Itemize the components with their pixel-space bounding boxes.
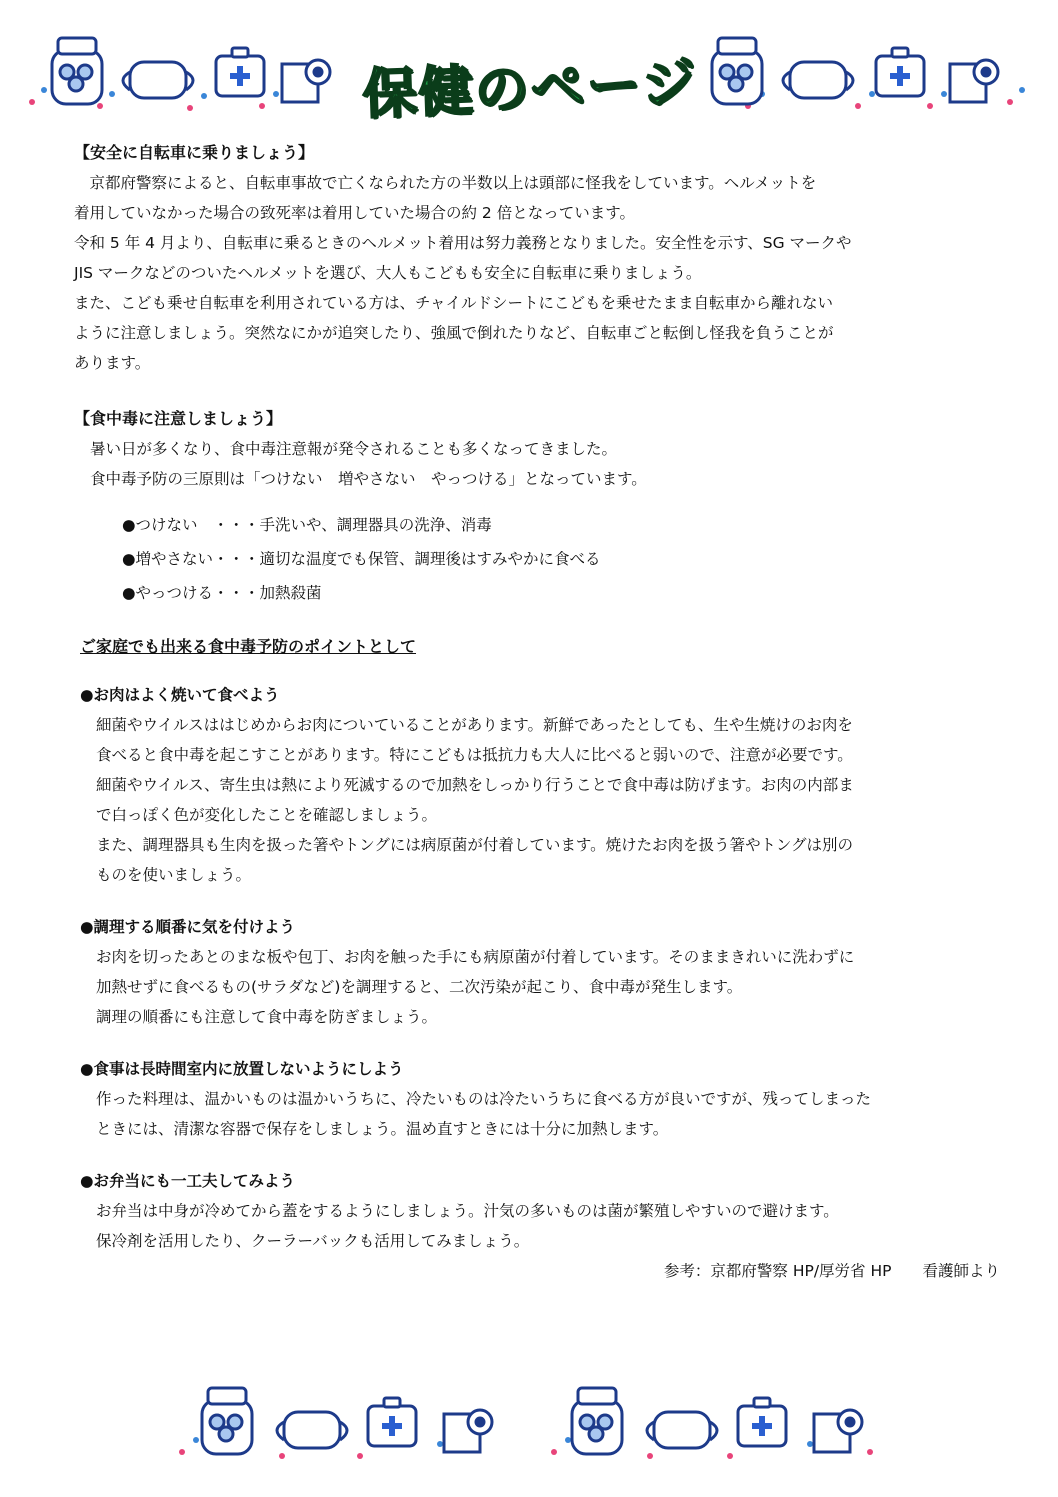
bicycle-line: あります。 [74, 354, 151, 372]
toilet-paper-icon [282, 60, 330, 102]
bicycle-line: 令和 5 年 4 月より、自転車に乗るときのヘルメット着用は努力義務となりました。安全性を示す、SG マークや [74, 234, 852, 252]
home-line: 加熱せずに食べるもの(サラダなど)を調理すると、二次汚染が起こり、食中毒が発生します。 [96, 978, 743, 996]
food-bullet: ●つけない ・・・手洗いや、調理器具の洗浄、消毒 [122, 516, 492, 534]
toilet-paper-icon [950, 60, 998, 102]
mask-icon [123, 62, 193, 98]
home-line: 細菌やウイルス、寄生虫は熱により死滅するので加熱をしっかり行うことで食中毒は防げます。お肉の内部ま [96, 776, 854, 794]
main-content [74, 138, 1004, 1286]
page-title: 保健のページ [361, 51, 699, 126]
home-section-body [74, 710, 1004, 890]
home-line: また、調理器具も生肉を扱った箸やトングには病原菌が付着しています。焼けたお肉を扱う箸やトングは別の [96, 836, 854, 854]
first-aid-kit-icon [216, 48, 264, 96]
bicycle-line: 着用していなかった場合の致死率は着用していた場合の約 2 倍となっています。 [74, 204, 635, 222]
mask-icon [783, 62, 853, 98]
home-line: 食べると食中毒を起こすことがあります。特にこどもは抵抗力も大人に比べると弱いので、注意が必要です。 [96, 746, 853, 764]
bicycle-line: 京都府警察によると、自転車事故で亡くなられた方の半数以上は頭部に怪我をしています。ヘルメットを [74, 174, 817, 192]
mask-icon [277, 1412, 347, 1448]
reference-note: 参考：京都府警察 HP/厚労省 HP 看護師より [663, 1262, 1000, 1280]
food-bullet: ●やっつける・・・加熱殺菌 [122, 584, 322, 602]
home-line: 調理の順番にも注意して食中毒を防ぎましょう。 [96, 1008, 438, 1026]
first-aid-kit-icon [876, 48, 924, 96]
bicycle-line: また、こども乗せ自転車を利用されている方は、チャイルドシートにこどもを乗せたまま自転車から離れない [74, 294, 834, 312]
toilet-paper-icon [444, 1410, 492, 1452]
food-line: 食中毒予防の三原則は「つけない 増やさない やっつける」となっています。 [90, 470, 647, 488]
food-bullet: ●増やさない・・・適切な温度でも保管、調理後はすみやかに食べる [122, 550, 601, 568]
home-section-body [74, 942, 1004, 1032]
home-line: 作った料理は、温かいものは温かいうちに、冷たいものは冷たいうちに食べる方が良いですが、残ってしまった [96, 1090, 872, 1108]
jar-icon [202, 1388, 252, 1454]
first-aid-kit-icon [368, 1398, 416, 1446]
home-line: お肉を切ったあとのまな板や包丁、お肉を触った手にも病原菌が付着しています。そのままきれいに洗わずに [96, 948, 855, 966]
food-heading: 【食中毒に注意しましょう】 [74, 409, 283, 428]
home-line: で白っぽく色が変化したことを確認しましょう。 [96, 806, 438, 824]
bicycle-heading: 【安全に自転車に乗りましょう】 [74, 143, 315, 162]
jar-icon [52, 38, 102, 104]
bottom-decoration [0, 1370, 1058, 1470]
mask-icon [647, 1412, 717, 1448]
food-line: 暑い日が多くなり、食中毒注意報が発令されることも多くなってきました。 [90, 440, 618, 458]
home-line: ものを使いましょう。 [96, 866, 252, 884]
first-aid-kit-icon [738, 1398, 786, 1446]
home-section-title: ●お弁当にも一工夫してみよう [80, 1172, 296, 1190]
bottom-banner [0, 1370, 1058, 1470]
home-section-title: ●調理する順番に気を付けよう [80, 918, 296, 936]
bicycle-line: ように注意しましょう。突然なにかが追突したり、強風で倒れたりなど、自転車ごと転倒し怪我を負うことが [74, 324, 834, 342]
food-bullet-list [74, 508, 1004, 610]
home-line: ときには、清潔な容器で保存をしましょう。温め直すときには十分に加熱します。 [96, 1120, 669, 1138]
home-heading: ご家庭でも出来る食中毒予防のポイントとして [80, 637, 417, 656]
home-section-title: ●お肉はよく焼いて食べよう [80, 686, 280, 704]
jar-icon [572, 1388, 622, 1454]
home-line: お弁当は中身が冷めてから蓋をするようにしましょう。汁気の多いものは菌が繁殖しやすいので避けます。 [96, 1202, 839, 1220]
home-section-title: ●食事は長時間室内に放置しないようにしよう [80, 1060, 404, 1078]
toilet-paper-icon [814, 1410, 862, 1452]
bicycle-line: JIS マークなどのついたヘルメットを選び、大人もこどもも安全に自転車に乗りましょう。 [74, 264, 702, 282]
home-line: 保冷剤を活用したり、クーラーバックも活用してみましょう。 [96, 1232, 530, 1250]
home-line: 細菌やウイルスははじめからお肉についていることがあります。新鮮であったとしても、生や生焼けのお肉を [96, 716, 853, 734]
home-section-body [74, 1196, 1004, 1256]
home-section-body [74, 1084, 1004, 1144]
